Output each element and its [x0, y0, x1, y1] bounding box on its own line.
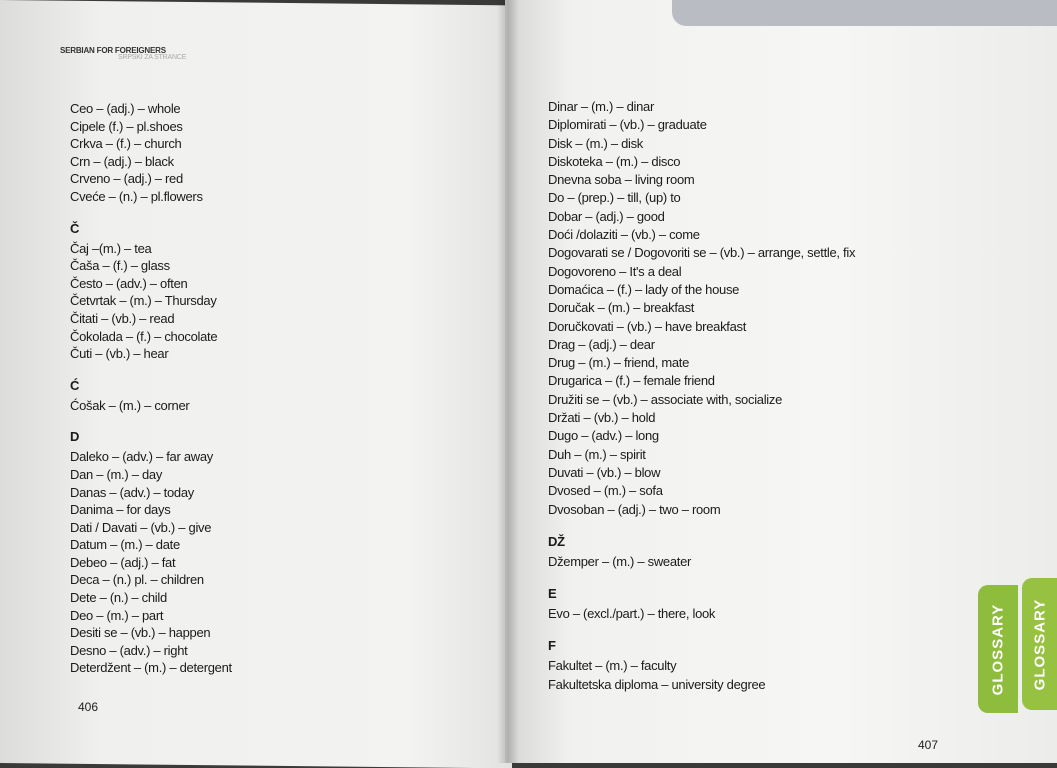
glossary-entry: Duvati – (vb.) – blow	[548, 464, 661, 480]
glossary-entry: Dnevna soba – living room	[548, 172, 695, 188]
glossary-entry: Do – (prep.) – till, (up) to	[548, 190, 681, 206]
glossary-entry: Disk – (m.) – disk	[548, 135, 644, 151]
glossary-entry: Diplomirati – (vb.) – graduate	[548, 117, 707, 133]
glossary-entry: Daleko – (adv.) – far away	[70, 449, 213, 465]
right-glossary-column	[548, 98, 948, 694]
glossary-entry: Debeo – (adj.) – fat	[70, 554, 176, 570]
glossary-entry: Družiti se – (vb.) – associate with, socialize	[548, 391, 783, 407]
glossary-entry: Deca – (n.) pl. – children	[70, 572, 204, 588]
glossary-entry: Dogovarati se / Dogovoriti se – (vb.) – arrange, settle, fix	[548, 245, 856, 261]
section-letter: D	[70, 429, 80, 445]
glossary-tab-back-label: GLOSSARY	[1031, 598, 1048, 690]
glossary-entry: Čitati – (vb.) – read	[70, 310, 175, 326]
glossary-entry: Desno – (adv.) – right	[70, 642, 188, 658]
book-gutter	[497, 0, 519, 763]
page-number-right: 407	[918, 738, 939, 752]
page-number-left: 406	[78, 700, 99, 714]
running-head	[60, 46, 187, 61]
glossary-entry: Duh – (m.) – spirit	[548, 446, 646, 462]
glossary-entry: Dati / Davati – (vb.) – give	[70, 519, 212, 535]
glossary-entry: Cveće – (n.) – pl.flowers	[70, 188, 203, 204]
glossary-entry: Crn – (adj.) – black	[70, 153, 174, 169]
glossary-entry: Domaćica – (f.) – lady of the house	[548, 281, 740, 297]
glossary-entry: Diskoteka – (m.) – disco	[548, 153, 681, 169]
glossary-entry: Deo – (m.) – part	[70, 607, 164, 623]
glossary-entry: Čokolada – (f.) – chocolate	[70, 328, 218, 344]
glossary-entry: Crveno – (adj.) – red	[70, 171, 183, 187]
glossary-entry: Čaj –(m.) – tea	[70, 240, 152, 256]
glossary-entry: Danas – (adv.) – today	[70, 484, 194, 500]
left-glossary-column	[70, 100, 470, 677]
section-letter: Č	[70, 220, 80, 236]
section-letter: F	[548, 638, 556, 654]
glossary-entry: Fakultet – (m.) – faculty	[548, 658, 677, 674]
glossary-entry: Dinar – (m.) – dinar	[548, 99, 654, 114]
glossary-entry: Datum – (m.) – date	[70, 537, 180, 553]
glossary-entry: Ceo – (adj.) – whole	[70, 101, 181, 116]
glossary-entry: Drug – (m.) – friend, mate	[548, 355, 690, 371]
section-letter: E	[548, 586, 557, 602]
next-page-edge	[672, 0, 1057, 26]
glossary-entry: Crkva – (f.) – church	[70, 136, 182, 152]
glossary-entry: Deterdžent – (m.) – detergent	[70, 660, 232, 676]
glossary-entry: Dvosoban – (adj.) – two – room	[548, 501, 721, 517]
glossary-tab[interactable]	[978, 585, 1018, 713]
glossary-entry: Cipele (f.) – pl.shoes	[70, 118, 183, 134]
glossary-tab-back[interactable]	[1022, 578, 1057, 710]
glossary-entry: Fakultetska diploma – university degree	[548, 676, 766, 692]
glossary-tab-label: GLOSSARY	[989, 603, 1007, 695]
glossary-entry: Čuti – (vb.) – hear	[70, 346, 169, 362]
glossary-entry: Evo – (excl./part.) – there, look	[548, 606, 716, 622]
glossary-entry: Često – (adv.) – often	[70, 275, 188, 291]
section-letter: Ć	[70, 377, 80, 393]
glossary-entry: Dogovoreno – It's a deal	[548, 263, 682, 279]
glossary-entry: Dugo – (adv.) – long	[548, 428, 659, 444]
glossary-entry: Doći /dolaziti – (vb.) – come	[548, 227, 700, 243]
glossary-entry: Desiti se – (vb.) – happen	[70, 625, 211, 641]
glossary-entry: Držati – (vb.) – hold	[548, 410, 656, 426]
glossary-entry: Danima – for days	[70, 502, 171, 518]
running-head-subtitle: SRPSKI ZA STRANCE	[118, 54, 187, 61]
glossary-entry: Četvrtak – (m.) – Thursday	[70, 293, 217, 309]
glossary-entry: Džemper – (m.) – sweater	[548, 553, 692, 569]
glossary-entry: Drugarica – (f.) – female friend	[548, 373, 715, 389]
glossary-entry: Dan – (m.) – day	[70, 466, 163, 482]
section-letter: DŽ	[548, 533, 565, 549]
glossary-entry: Dete – (n.) – child	[70, 590, 167, 606]
glossary-entry: Doručkovati – (vb.) – have breakfast	[548, 318, 747, 334]
glossary-entry: Čaša – (f.) – glass	[70, 258, 170, 274]
glossary-entry: Drag – (adj.) – dear	[548, 336, 655, 352]
glossary-entry: Doručak – (m.) – breakfast	[548, 300, 695, 316]
running-head-title: SERBIAN FOR FOREIGNERS	[60, 46, 166, 55]
glossary-entry: Ćošak – (m.) – corner	[70, 397, 190, 413]
glossary-entry: Dvosed – (m.) – sofa	[548, 483, 663, 499]
glossary-entry: Dobar – (adj.) – good	[548, 208, 665, 224]
